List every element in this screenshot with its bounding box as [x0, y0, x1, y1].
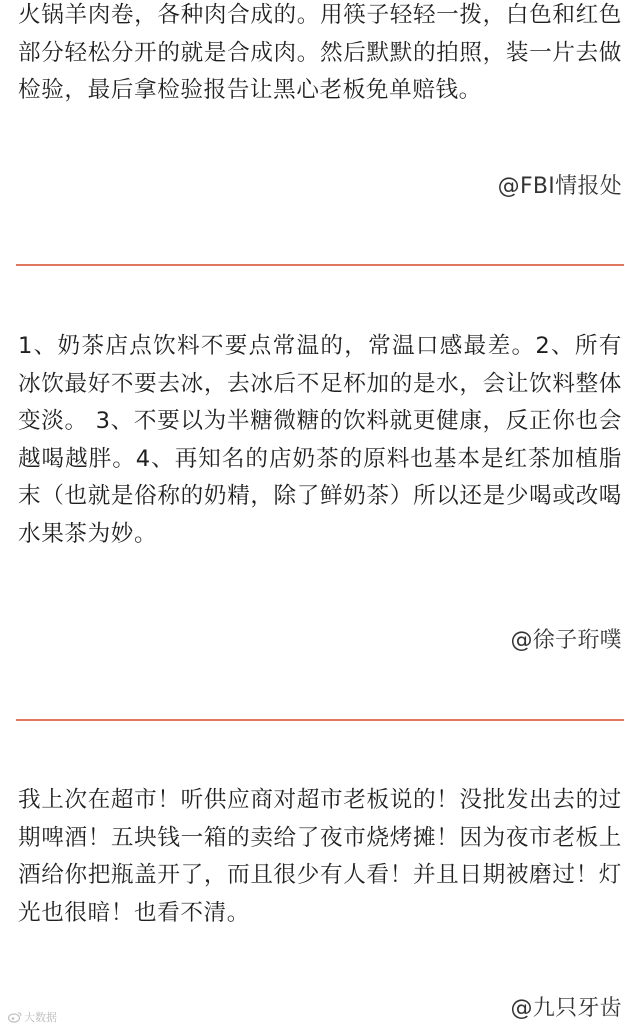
- weibo-logo-icon: [8, 1011, 22, 1023]
- post-2: [0, 328, 640, 553]
- post-1: [0, 0, 640, 110]
- watermark: [8, 1011, 57, 1025]
- section-divider: [16, 264, 624, 266]
- post-1-author[interactable]: @FBI情报处: [497, 174, 622, 199]
- watermark-text: 大数据: [24, 1011, 57, 1024]
- post-2-text: 1、奶茶店点饮料不要点常温的，常温口感最差。2、所有冰饮最好不要去冰，去冰后不足杯加的是水，会让饮料整体变淡。 3、不要以为半糖微糖的饮料就更健康，反正你也会越喝越胖。4、再知名的店奶茶的原料也基本是红茶加植脂末（也就是俗称的奶精，除了鲜奶茶）所以还是少喝或改喝水果茶为妙。: [18, 333, 622, 547]
- post-1-text: 火锅羊肉卷，各种肉合成的。用筷子轻轻一拨，白色和红色部分轻松分开的就是合成肉。然后默默的拍照，装一片去做检验，最后拿检验报告让黑心老板免单赔钱。: [18, 2, 622, 103]
- post-3-author[interactable]: @九只牙齿: [510, 996, 622, 1021]
- post-3: [0, 782, 640, 932]
- section-divider: [16, 719, 624, 721]
- post-3-text: 我上次在超市！听供应商对超市老板说的！没批发出去的过期啤酒！五块钱一箱的卖给了夜市烧烤摊！因为夜市老板上酒给你把瓶盖开了，而且很少有人看！并且日期被磨过！灯光也很暗！也看不清。: [18, 787, 622, 926]
- post-2-author[interactable]: @徐子珩噗: [510, 628, 622, 653]
